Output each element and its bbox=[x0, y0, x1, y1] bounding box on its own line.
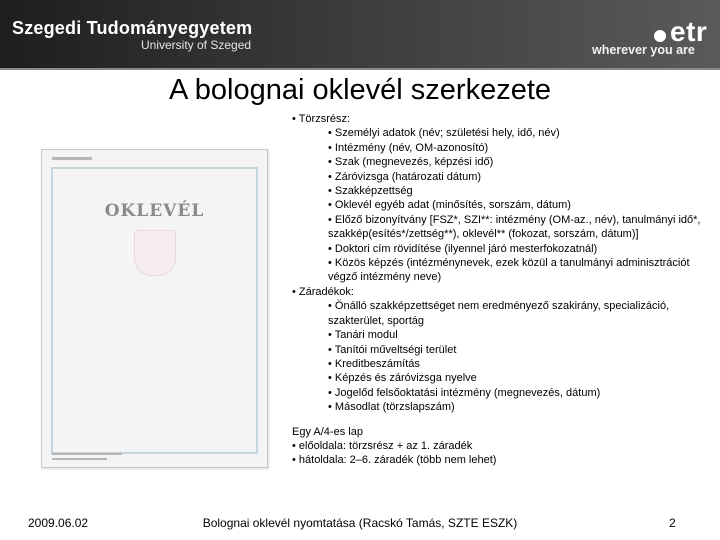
header-bar bbox=[0, 0, 720, 70]
crest-icon bbox=[134, 230, 176, 276]
list-item: • Személyi adatok (név; születési hely, idő, név) bbox=[328, 127, 560, 140]
list-item: • Intézmény (név, OM-azonosító) bbox=[328, 141, 489, 154]
list-item: • Szakképzettség bbox=[328, 185, 413, 198]
list-item: • Tanítói műveltségi terület bbox=[328, 343, 457, 356]
logo-dot-icon bbox=[654, 30, 666, 42]
list-item: • Oklevél egyéb adat (minősítés, sorszám, dátum) bbox=[328, 199, 571, 212]
list-item: • előoldala: törzsrész + az 1. záradék bbox=[292, 439, 473, 452]
section-heading-zaradekok: • Záradékok: bbox=[292, 285, 354, 298]
a4-heading: Egy A/4-es lap bbox=[292, 425, 363, 438]
diploma-title: OKLEVÉL bbox=[104, 201, 205, 221]
list-item: • Képzés és záróvizsga nyelve bbox=[328, 372, 477, 385]
list-item: • Szak (megnevezés, képzési idő) bbox=[328, 156, 494, 169]
list-item: • hátoldala: 2–6. záradék (több nem lehet) bbox=[292, 454, 497, 467]
university-name-english: University of Szeged bbox=[141, 38, 252, 52]
list-item: • Záróvizsga (határozati dátum) bbox=[328, 170, 482, 183]
list-item: • Önálló szakképzettséget nem eredményező szakirány, specializáció, szakterület, sportág bbox=[328, 300, 670, 327]
slide-content bbox=[292, 112, 712, 468]
list-item: • Tanári modul bbox=[328, 329, 398, 342]
header-divider bbox=[0, 68, 720, 70]
list-item: • Előző bizonyítvány [FSZ*, SZI**: intézmény (OM-az., név), tanulmányi idő*, szakkép(esítés*/zettség**), oklevél** (fokozat, sorszám, dátum)] bbox=[328, 213, 701, 241]
diploma-image bbox=[41, 149, 268, 468]
diploma-footer-line bbox=[52, 458, 107, 460]
logo-tagline: wherever you are bbox=[592, 43, 695, 57]
university-name: Szegedi Tudományegyetem bbox=[12, 18, 253, 38]
list-item: • Másodlat (törzslapszám) bbox=[328, 401, 455, 414]
footer-title: Bolognai oklevél nyomtatása (Racskó Tamás, SZTE ESZK) bbox=[202, 516, 518, 530]
logo-text: etr bbox=[670, 16, 708, 47]
footer-date: 2009.06.02 bbox=[28, 516, 89, 530]
spacer bbox=[292, 415, 712, 425]
page-number: 2 bbox=[669, 516, 676, 530]
etr-logo bbox=[592, 10, 712, 60]
list-item: • Jogelőd felsőoktatási intézmény (megnevezés, dátum) bbox=[328, 386, 601, 399]
list-item: • Kreditbeszámítás bbox=[328, 357, 420, 370]
section-heading-torzsresz: • Törzsrész: bbox=[292, 113, 351, 125]
slide-title: A bolognai oklevél szerkezete bbox=[168, 74, 552, 106]
list-item: • Közös képzés (intézménynevek, ezek közül a tanulmányi adminisztrációt végző intézmény neve) bbox=[328, 257, 690, 284]
diploma-header-line bbox=[52, 157, 92, 160]
list-item: • Doktori cím rövidítése (ilyennel járó mesterfokozatnál) bbox=[328, 242, 598, 255]
diploma-footer-line bbox=[52, 453, 122, 455]
